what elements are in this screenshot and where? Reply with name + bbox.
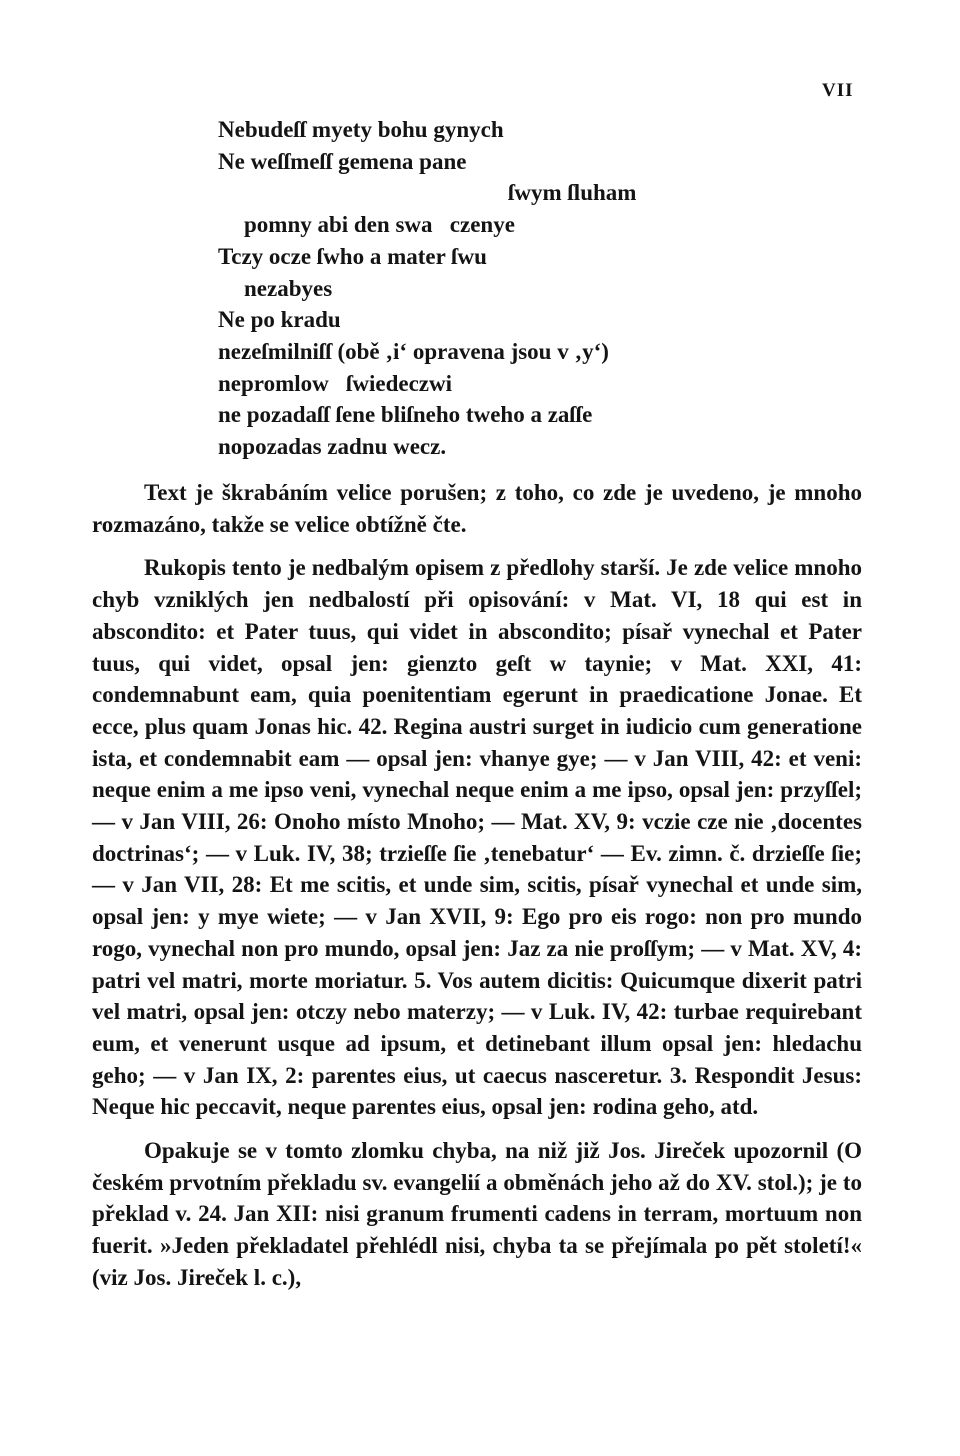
verse-line: nezeſmilniſſ (obě ‚i‘ opravena jsou v ‚y‘) — [218, 338, 609, 364]
verse-line: nepromlow ſwiedeczwi — [218, 370, 453, 396]
paragraph: Opakuje se v tomto zlomku chyba, na niž již Jos. Jireček upozornil (O českém prvotním překladu sv. evangelií a obměnách jeho až do XV. stol.); je to překlad v. 24. Jan XII: nisi granum frumenti cadens in terram, mortuum non fuerit. »Jeden překladatel přehlédl nisi, chyba ta se přejímala po pět století!« (viz Jos. Jireček l. c.), — [92, 1138, 862, 1290]
verse-line: Ne weſſmeſſ gemena pane — [218, 148, 467, 174]
paragraph: Rukopis tento je nedbalým opisem z předlohy starší. Je zde velice mnoho chyb vzniklých jen nedbalostí při opisování: v Mat. VI, 18 qui est in abscondito: et Pater tuus, qui videt in abscondito; písař vynechal et Pater tuus, qui videt, opsal jen: gienzto geſt w taynie; v Mat. XXI, 41: condemnabunt eam, quia poenitentiam egerunt in praedicatione Jonae. Et ecce, plus quam Jonas hic. 42. Regina austri surget in iudicio cum generatione ista, et condemnabit eam — opsal jen: vhanye gye; — v Jan VIII, 42: et veni: neque enim a me ipso veni, vynechal neque enim a me ipso, opsal jen: przyſſel; — v Jan VIII, 26: Onoho místo Mnoho; — Mat. XV, 9: vczie cze nie ‚docentes doctrinas‘; — v Luk. IV, 38; trzieſſe ſie ‚tenebatur‘ — Ev. zimn. č. drzieſſe ſie; — v Jan VII, 28: Et me scitis, et unde sim, scitis, písař vynechal et unde sim, opsal jen: y mye wiete; — v Jan XVII, 9: Ego pro eis rogo: non pro mundo rogo, vynechal non pro mundo, opsal jen: Jaz za nie proſſym; — v Mat. XV, 4: patri vel matri, morte moriatur. 5. Vos autem dicitis: Quicumque dixerit patri vel matri, opsal jen: otczy nebo materzy; — v Luk. IV, 42: turbae requirebant eum, et venerunt usque ad ipsum, et detinebant illum opsal jen: hledachu geho; — v Jan IX, 2: parentes eius, ut caecus nasceretur. 3. Respondit Jesus: Neque hic peccavit, neque parentes eius, opsal jen: rodina geho, atd. — [92, 555, 862, 1120]
verse-line: nezabyes — [244, 275, 333, 301]
body-text — [92, 477, 862, 1294]
verse-line: pomny abi den swa czenye — [244, 212, 515, 238]
verse-block — [0, 114, 960, 463]
paragraph: Text je škrabáním velice porušen; z toho, co zde je uvedeno, je mnoho rozmazáno, takže se velice obtížně čte. — [92, 480, 862, 537]
page-number: VII — [822, 80, 854, 101]
verse-line: nopozadas zadnu wecz. — [218, 434, 447, 460]
verse-line: Nebudeſſ myety bohu gynych — [218, 117, 504, 142]
verse-line: ſwym ſluham — [508, 180, 637, 206]
verse-line: Tczy ocze ſwho a mater ſwu — [218, 243, 487, 269]
verse-line: ne pozadaſſ ſene bliſneho tweho a zaſſe — [218, 402, 593, 428]
verse-line: Ne po kradu — [218, 307, 341, 333]
